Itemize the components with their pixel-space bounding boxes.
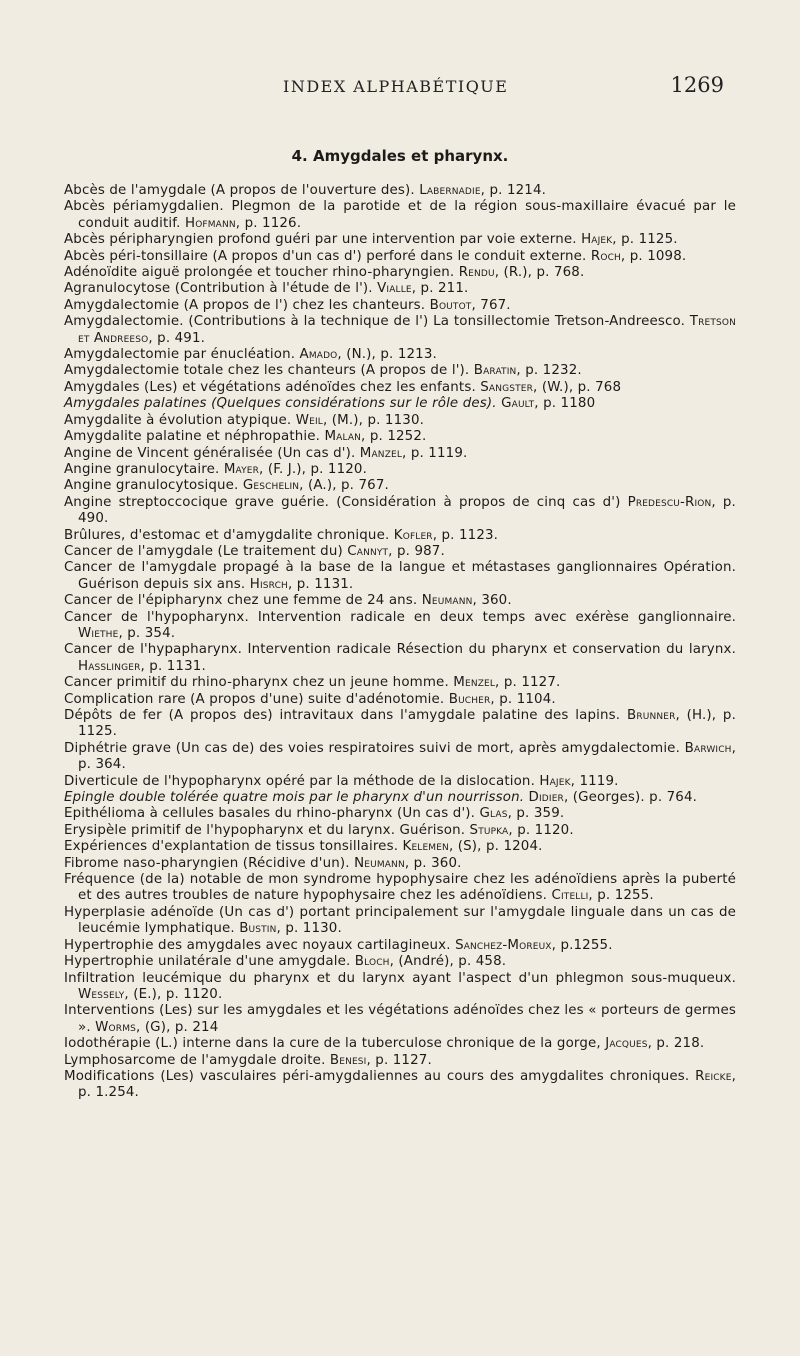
entry-author: Baratin (473, 363, 517, 379)
entry-title: Angine streptoccocique grave guérie. (Considération à propos de cinq cas d') (64, 494, 621, 510)
index-entry: Cancer de l'hypapharynx. Intervention radicale Résection du pharynx et conservation du larynx. Hasslinger, p. 1131. (64, 642, 736, 674)
index-entry: Hypertrophie des amygdales avec noyaux cartilagineux. Sanchez-Moreux, p.1255. (64, 937, 613, 953)
entry-page-ref: (G), p. 214 (144, 1019, 219, 1035)
entry-title: Dépôts de fer (A propos des) intravitaux dans l'amygdale palatine des lapins. (64, 708, 621, 723)
entry-author: Hajek (539, 773, 571, 789)
entry-author: Kofler (393, 527, 433, 543)
index-entry: Amygdalectomie par énucléation. Amado, (N.), p. 1213. (64, 347, 437, 363)
entry-page-ref: p. 1098. (629, 248, 687, 264)
entry-page-ref: p. 1123. (441, 527, 499, 543)
index-entry: Iodothérapie (L.) interne dans la cure de la tuberculose chronique de la gorge, Jacques, p. 218. (64, 1036, 705, 1052)
entry-page-ref: p. 360. (413, 855, 462, 871)
entry-title: Amygdales palatines (Quelques considérations sur le rôle des). (64, 396, 497, 412)
entry-page-ref: 1119. (579, 773, 619, 789)
entry-page-ref: p. 491. (157, 330, 206, 346)
index-entry: Epingle double tolérée quatre mois par le pharynx d'un nourrisson. Didier, (Georges). p. 764. (64, 790, 698, 806)
entry-author: Neumann (354, 855, 405, 871)
index-entry: Brûlures, d'estomac et d'amygdalite chronique. Kofler, p. 1123. (64, 527, 499, 543)
entry-title: Angine granulocytosique. (64, 478, 239, 494)
entry-author: Cannyt (347, 543, 389, 559)
entry-title: Hypertrophie des amygdales avec noyaux cartilagineux. (64, 937, 451, 953)
entry-page-ref: p. 218. (656, 1036, 705, 1052)
entry-page-ref: p. 1131. (149, 658, 206, 674)
entry-title: Epithélioma à cellules basales du rhino-pharynx (Un cas d'). (64, 806, 476, 822)
index-entry: Lymphosarcome de l'amygdale droite. Benesi, p. 1127. (64, 1052, 432, 1068)
index-entry: Cancer de l'hypopharynx. Intervention radicale en deux temps avec exérèse ganglionnaire. Wiethe, p. 354. (64, 609, 736, 641)
index-entry: Dépôts de fer (A propos des) intravitaux dans l'amygdale palatine des lapins. Brunner, (H.), p. 1125. (64, 708, 736, 740)
entry-title: Iodothérapie (L.) interne dans la cure de la tuberculose chronique de la gorge, (64, 1036, 601, 1052)
index-entry: Amygdalectomie totale chez les chanteurs (A propos de l'). Baratin, p. 1232. (64, 363, 582, 379)
entry-page-ref: p. 1232. (525, 363, 582, 379)
entry-author: Roch (590, 248, 621, 264)
entry-author: Wiethe (78, 625, 119, 641)
index-entry: Interventions (Les) sur les amygdales et les végétations adénoïdes chez les « porteurs de germes ». Worms, (G), p. 214 (64, 1003, 736, 1035)
index-entry: Angine granulocytosique. Geschelin, (A.), p. 767. (64, 478, 389, 494)
entry-title: Infiltration leucémique du pharynx et du larynx ayant l'aspect d'un phlegmon sous-muqueux. (64, 970, 736, 986)
entry-author: Stupka (469, 822, 509, 838)
index-entry: Complication rare (A propos d'une) suite d'adénotomie. Bucher, p. 1104. (64, 691, 556, 707)
running-title: INDEX ALPHABÉTIQUE (283, 77, 509, 96)
entry-page-ref: (A.), p. 767. (307, 478, 389, 494)
entry-page-ref: (Georges). p. 764. (572, 790, 698, 806)
entry-page-ref: (N.), p. 1213. (346, 347, 437, 363)
index-entry: Amygdalectomie (A propos de l') chez les chanteurs. Boutot, 767. (64, 297, 511, 313)
entry-author: Bucher (448, 691, 491, 707)
entry-title: Erysipèle primitif de l'hypopharynx et du larynx. Guérison. (64, 822, 466, 838)
entry-title: Amygdalectomie par énucléation. (64, 347, 296, 363)
entry-page-ref: p. 1127. (375, 1052, 432, 1068)
entry-title: Cancer de l'amygdale propagé à la base de la langue et métastases ganglionnaires Opération. Guérison depuis six ans. (64, 560, 736, 592)
entry-page-ref: p. 1125. (621, 232, 678, 248)
entry-author: Worms (95, 1019, 136, 1035)
entry-title: Cancer de l'épipharynx chez une femme de 24 ans. (64, 593, 418, 609)
index-entry: Modifications (Les) vasculaires péri-amygdaliennes au cours des amygdalites chroniques. Reicke, p. 1.254. (64, 1068, 736, 1101)
entry-page-ref: 360. (481, 593, 512, 609)
index-entry: Erysipèle primitif de l'hypopharynx et du larynx. Guérison. Stupka, p. 1120. (64, 822, 574, 838)
section-title: 4. Amygdales et pharynx. (291, 147, 509, 165)
entry-title: Brûlures, d'estomac et d'amygdalite chronique. (64, 527, 390, 543)
entry-title: Amygdalectomie totale chez les chanteurs (A propos de l'). (64, 363, 470, 379)
index-entry: Amygdales palatines (Quelques considérations sur le rôle des). Gault, p. 1180 (64, 396, 596, 412)
entry-title: Epingle double tolérée quatre mois par le pharynx d'un nourrisson. (64, 790, 525, 806)
entry-author: Benesi (329, 1052, 367, 1068)
entry-title: Interventions (Les) sur les amygdales et les végétations adénoïdes chez les « porteurs de germes ». (64, 1003, 736, 1035)
index-entry: Abcès péripharyngien profond guéri par une intervention par voie externe. Hajek, p. 1125. (64, 232, 678, 248)
running-head (0, 73, 800, 103)
entry-page-ref: (André), p. 458. (398, 954, 507, 970)
index-entry: Epithélioma à cellules basales du rhino-pharynx (Un cas d'). Glas, p. 359. (64, 806, 565, 822)
entry-page-ref: (W.), p. 768 (541, 379, 622, 395)
index-entry: Diverticule de l'hypopharynx opéré par la méthode de la dislocation. Hajek, 1119. (64, 773, 619, 789)
entry-title: Lymphosarcome de l'amygdale droite. (64, 1052, 326, 1068)
entry-author: Hisrch (249, 576, 288, 592)
entry-title: Abcès périamygdalien. Plegmon de la parotide et de la région sous-maxillaire évacué par le conduit auditif. (64, 199, 736, 231)
entry-author: Kelemen (402, 839, 449, 855)
entry-title: Amygdalite à évolution atypique. (64, 412, 292, 428)
entry-author: Jacques (605, 1036, 648, 1052)
entry-title: Hypertrophie unilatérale d'une amygdale. (64, 954, 351, 970)
entry-page-ref: p. 1.254. (78, 1085, 139, 1101)
entry-page-ref: p. 1120. (517, 822, 574, 838)
entry-page-ref: p. 1255. (597, 888, 654, 904)
index-entry: Infiltration leucémique du pharynx et du larynx ayant l'aspect d'un phlegmon sous-muqueux. Wessely, (E.), p. 1120. (64, 970, 736, 1002)
entry-title: Adénoïdite aiguë prolongée et toucher rhino-pharyngien. (64, 265, 455, 281)
index-entry: Abcès périamygdalien. Plegmon de la parotide et de la région sous-maxillaire évacué par le conduit auditif. Hofmann, p. 1126. (64, 199, 736, 231)
entry-page-ref: p. 364. (78, 757, 126, 773)
entry-title: Cancer primitif du rhino-pharynx chez un jeune homme. (64, 675, 449, 691)
index-entry: Cancer primitif du rhino-pharynx chez un jeune homme. Menzel, p. 1127. (64, 675, 561, 691)
index-entry: Angine de Vincent généralisée (Un cas d'). Manzel, p. 1119. (64, 445, 468, 461)
entry-page-ref: (E.), p. 1120. (133, 986, 223, 1002)
entry-author: Labernadie (419, 183, 481, 198)
entry-page-ref: p. 1127. (503, 675, 561, 691)
entry-author: Menzel (453, 675, 496, 691)
entry-title: Expériences d'explantation de tissus tonsillaires. (64, 839, 399, 855)
entry-page-ref: p. 1180 (543, 396, 596, 412)
entry-title: Diphétrie grave (Un cas de) des voies respiratoires suivi de mort, après amygdalectomie. (64, 740, 680, 756)
entry-page-ref: (R.), p. 768. (503, 265, 585, 281)
entry-title: Angine granulocytaire. (64, 461, 220, 477)
entry-author: Manzel (359, 445, 403, 461)
entry-author: Hajek (581, 232, 613, 248)
index-entry: Expériences d'explantation de tissus tonsillaires. Kelemen, (S), p. 1204. (64, 839, 543, 855)
entry-page-ref: (H.), p. 1125. (78, 708, 736, 740)
entry-title: Amygdales (Les) et végétations adénoïdes chez les enfants. (64, 379, 476, 395)
entry-author: Bloch (354, 954, 390, 970)
index-entry: Fibrome naso-pharyngien (Récidive d'un). Neumann, p. 360. (64, 855, 462, 871)
entry-author: Weil (295, 412, 323, 428)
entry-title: Fibrome naso-pharyngien (Récidive d'un). (64, 855, 350, 871)
entry-page-ref: (M.), p. 1130. (331, 412, 425, 428)
entry-title: Abcès de l'amygdale (A propos de l'ouverture des). (64, 183, 415, 198)
index-entry: Hypertrophie unilatérale d'une amygdale. Bloch, (André), p. 458. (64, 954, 507, 970)
index-entry: Amygdalite palatine et néphropathie. Malan, p. 1252. (64, 429, 427, 445)
index-entry: Hyperplasie adénoïde (Un cas d') portant principalement sur l'amygdale linguale dans un cas de leucémie lymphatique. Bustin, p. 1130. (64, 904, 736, 937)
entry-author: Predescu-Rion (627, 494, 712, 510)
entry-author: Sanchez-Moreux (455, 937, 552, 953)
entry-page-ref: (S), p. 1204. (457, 839, 543, 855)
index-entry: Amygdalectomie. (Contributions à la technique de l') La tonsillectomie Tretson-Andreesco. Tretson et Andreeso, p. 491. (64, 314, 736, 346)
entry-title: Complication rare (A propos d'une) suite d'adénotomie. (64, 691, 445, 707)
entry-title: Modifications (Les) vasculaires péri-amygdaliennes au cours des amygdalites chroniques. (64, 1068, 690, 1084)
index-entry: Abcès péri-tonsillaire (A propos d'un cas d') perforé dans le conduit externe. Roch, p. 1098. (64, 248, 687, 264)
entry-page-ref: p. 1131. (296, 576, 354, 592)
entry-author: Didier (528, 790, 564, 806)
entry-author: Hasslinger (78, 658, 141, 674)
index-entry: Cancer de l'amygdale (Le traitement du) Cannyt, p. 987. (64, 543, 445, 559)
entry-title: Angine de Vincent généralisée (Un cas d'). (64, 445, 356, 461)
entry-title: Amygdalectomie. (Contributions à la technique de l') La tonsillectomie Tretson-Andreesco. (64, 314, 686, 330)
entry-author: Boutot (429, 297, 472, 313)
entry-author: Wessely (78, 986, 125, 1002)
entry-author: Bustin (239, 921, 277, 937)
entry-author: Amado (299, 347, 338, 363)
entry-page-ref: p. 1214. (489, 183, 547, 198)
index-entry: Amygdalite à évolution atypique. Weil, (M.), p. 1130. (64, 412, 425, 428)
entry-page-ref: 767. (480, 297, 511, 313)
index-entry: Cancer de l'amygdale propagé à la base de la langue et métastases ganglionnaires Opération. Guérison depuis six ans. Hisrch, p. 1131. (64, 560, 736, 592)
entry-title: Fréquence (de la) notable de mon syndrome hypophysaire chez les adénoïdiens après la puberté et des autres troubles de nature hypophysaire chez les adénoïdiens. (64, 872, 736, 904)
entry-author: Citelli (551, 888, 589, 904)
entry-page-ref: p. 1126. (244, 215, 302, 231)
index-entries (64, 183, 736, 1102)
index-entry: Fréquence (de la) notable de mon syndrome hypophysaire chez les adénoïdiens après la puberté et des autres troubles de nature hypophysaire chez les adénoïdiens. Citelli, p. 1255. (64, 872, 736, 904)
entry-title: Cancer de l'amygdale (Le traitement du) (64, 543, 343, 559)
index-entry: Adénoïdite aiguë prolongée et toucher rhino-pharyngien. Rendu, (R.), p. 768. (64, 265, 585, 281)
entry-author: Malan (324, 429, 362, 445)
entry-author: Hofmann (184, 215, 236, 231)
entry-page-ref: p. 211. (420, 281, 469, 297)
index-entry: Diphétrie grave (Un cas de) des voies respiratoires suivi de mort, après amygdalectomie. Barwich, p. 364. (64, 740, 736, 773)
entry-page-ref: p. 354. (127, 625, 176, 641)
index-entry: Abcès de l'amygdale (A propos de l'ouverture des). Labernadie, p. 1214. (64, 183, 547, 198)
page-number: 1269 (670, 73, 724, 97)
index-entry: Angine granulocytaire. Mayer, (F. J.), p. 1120. (64, 461, 368, 477)
entry-author: Vialle (377, 281, 412, 297)
entry-author: Neumann (421, 593, 473, 609)
entry-title: Cancer de l'hypopharynx. Intervention radicale en deux temps avec exérèse ganglionnaire. (64, 609, 736, 625)
entry-author: Reicke (695, 1068, 732, 1084)
entry-title: Amygdalectomie (A propos de l') chez les chanteurs. (64, 297, 426, 313)
entry-page-ref: p. 987. (396, 543, 445, 559)
entry-page-ref: (F. J.), p. 1120. (267, 461, 368, 477)
entry-page-ref: p.1255. (560, 937, 613, 953)
entry-author: Sangster (480, 379, 533, 395)
entry-author: Mayer (223, 461, 260, 477)
entry-title: Abcès péri-tonsillaire (A propos d'un cas d') perforé dans le conduit externe. (64, 248, 587, 264)
entry-author: Brunner (626, 708, 676, 723)
entry-page-ref: p. 1104. (499, 691, 556, 707)
index-entry: Angine streptoccocique grave guérie. (Considération à propos de cinq cas d') Predescu-Rion, p. 490. (64, 494, 736, 527)
index-entry: Agranulocytose (Contribution à l'étude de l'). Vialle, p. 211. (64, 281, 469, 297)
entry-page-ref: p. 490. (78, 494, 736, 527)
entry-author: Glas (479, 806, 508, 822)
entry-page-ref: p. 359. (516, 806, 565, 822)
entry-author: Barwich (684, 740, 732, 756)
entry-author: Geschelin (242, 478, 300, 494)
entry-title: Amygdalite palatine et néphropathie. (64, 429, 321, 445)
entry-page-ref: p. 1252. (369, 429, 427, 445)
entry-author: Gault (501, 396, 535, 412)
entry-title: Abcès péripharyngien profond guéri par une intervention par voie externe. (64, 232, 577, 248)
index-entry: Amygdales (Les) et végétations adénoïdes chez les enfants. Sangster, (W.), p. 768 (64, 379, 622, 395)
index-entry: Cancer de l'épipharynx chez une femme de 24 ans. Neumann, 360. (64, 593, 512, 609)
entry-page-ref: p. 1119. (410, 445, 468, 461)
entry-author: Tretson et Andreeso (78, 314, 736, 346)
entry-page-ref: p. 1130. (285, 921, 342, 937)
entry-author: Rendu (458, 265, 495, 281)
entry-title: Diverticule de l'hypopharynx opéré par la méthode de la dislocation. (64, 773, 535, 789)
entry-title: Agranulocytose (Contribution à l'étude de l'). (64, 281, 373, 297)
entry-title: Cancer de l'hypapharynx. Intervention radicale Résection du pharynx et conservation du larynx. (64, 642, 736, 658)
entry-title: Hyperplasie adénoïde (Un cas d') portant principalement sur l'amygdale linguale dans un cas de leucémie lymphatique. (64, 904, 736, 937)
